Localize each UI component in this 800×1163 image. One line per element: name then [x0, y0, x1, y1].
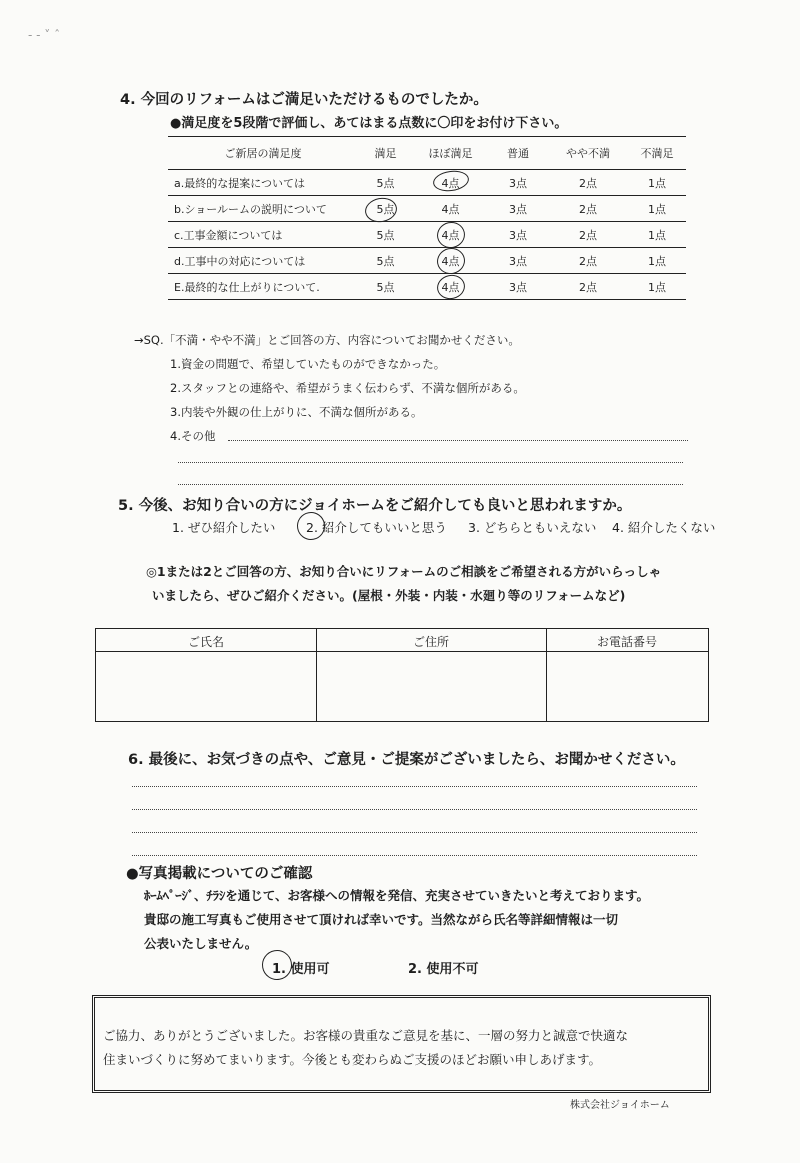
header-neutral: 普通 — [507, 147, 529, 160]
table-row — [168, 222, 686, 248]
comment-line[interactable] — [132, 832, 697, 833]
score-option[interactable]: 4点 — [441, 280, 460, 294]
score-option[interactable]: 4点 — [441, 202, 460, 216]
score-option[interactable]: 3点 — [509, 280, 527, 294]
score-option[interactable]: 5点 — [376, 254, 395, 268]
score-option[interactable]: 5点 — [376, 228, 395, 242]
q5-option-4[interactable]: 4. 紹介したくない — [612, 520, 716, 535]
score-option[interactable]: 3点 — [509, 228, 527, 242]
closing-line-2: 住まいづくりに努めてまいります。今後とも変わらぬご支援のほどお願い申しあげます。 — [103, 1052, 602, 1067]
score-option[interactable]: 3点 — [509, 176, 527, 190]
score-option[interactable]: 5点 — [376, 176, 395, 190]
table-row — [168, 248, 686, 274]
photo-title: ●写真掲載についてのご確認 — [126, 866, 313, 882]
q5-option-3[interactable]: 3. どちらともいえない — [468, 520, 597, 535]
other-answer-line[interactable] — [178, 484, 683, 485]
score-option[interactable]: 4点 — [441, 176, 460, 190]
row-label: d.工事中の対応については — [174, 254, 306, 268]
score-option[interactable]: 3点 — [509, 254, 527, 268]
header-category: ご新居の満足度 — [224, 147, 302, 160]
score-option[interactable]: 1点 — [648, 228, 666, 242]
q4-instruction: ●満足度を5段階で評価し、あてはまる点数に〇印をお付け下さい。 — [170, 116, 568, 131]
score-option[interactable]: 2点 — [579, 202, 597, 216]
comment-line[interactable] — [132, 809, 697, 810]
contact-name-field[interactable] — [98, 653, 314, 719]
table-row — [168, 196, 686, 222]
sq-option-1[interactable]: 1.資金の問題で、希望していたものができなかった。 — [170, 357, 446, 371]
row-label: a.最終的な提案については — [174, 176, 306, 190]
score-option[interactable]: 1点 — [648, 176, 666, 190]
score-option[interactable]: 1点 — [648, 280, 666, 294]
score-option[interactable]: 1点 — [648, 254, 666, 268]
photo-option-deny[interactable]: 2. 使用不可 — [408, 962, 479, 977]
header-satisfied: 満足 — [374, 147, 397, 160]
score-option[interactable]: 2点 — [579, 176, 597, 190]
other-answer-line[interactable] — [178, 462, 683, 463]
contact-phone-field[interactable] — [548, 653, 706, 719]
q5-referral-note-2: いましたら、ぜひご紹介ください。(屋根・外装・内装・水廻り等のリフォームなど) — [152, 588, 626, 603]
q5-title: 5. 今後、お知り合いの方にジョイホームをご紹介しても良いと思われますか。 — [118, 498, 632, 514]
scan-mark: ‐ ‐ ˅ ˆ — [28, 28, 61, 42]
q6-title: 6. 最後に、お気づきの点や、ご意見・ご提案がございましたら、お聞かせください。 — [128, 752, 685, 768]
photo-text-2: 貴邸の施工写真もご使用させて頂ければ幸いです。当然ながら氏名等詳細情報は一切 — [144, 912, 619, 927]
header-dissatisfied: 不満足 — [640, 147, 674, 160]
closing-box — [92, 995, 711, 1093]
table-row — [168, 274, 686, 300]
score-option[interactable]: 1点 — [648, 202, 666, 216]
contact-header-name: ご氏名 — [187, 635, 224, 649]
company-name: 株式会社ジョイホーム — [570, 1100, 670, 1111]
sq-option-3[interactable]: 3.内装や外観の仕上がりに、不満な個所がある。 — [170, 405, 423, 419]
table-header-row — [168, 137, 686, 170]
score-option[interactable]: 5点 — [376, 280, 395, 294]
q4-title: 4. 今回のリフォームはご満足いただけるものでしたか。 — [120, 92, 488, 108]
satisfaction-table — [168, 136, 686, 300]
sq-option-2[interactable]: 2.スタッフとの連絡や、希望がうまく伝わらず、不満な個所がある。 — [170, 381, 525, 395]
score-option[interactable]: 2点 — [579, 254, 597, 268]
contact-header-phone: お電話番号 — [596, 635, 657, 649]
photo-option-allow[interactable]: 1. 使用可 — [272, 962, 330, 977]
row-label: E.最終的な仕上がりについて. — [174, 280, 320, 294]
photo-text-3: 公表いたしません。 — [144, 936, 258, 951]
closing-line-1: ご協力、ありがとうございました。お客様の貴重なご意見を基に、一層の努力と誠意で快適な — [103, 1028, 629, 1043]
contact-address-field[interactable] — [318, 653, 544, 719]
other-answer-line[interactable] — [228, 440, 688, 441]
contact-header-address: ご住所 — [412, 635, 449, 649]
score-option[interactable]: 5点 — [376, 202, 395, 216]
q5-option-1[interactable]: 1. ぜひ紹介したい — [172, 520, 276, 535]
score-option[interactable]: 4点 — [441, 254, 460, 268]
sq-option-4[interactable]: 4.その他 — [170, 429, 216, 443]
photo-text-1: ﾎｰﾑﾍﾟｰｼﾞ、ﾁﾗｼを通じて、お客様への情報を発信、充実させていきたいと考えております。 — [144, 888, 650, 903]
row-label: b.ショールームの説明について — [174, 202, 327, 216]
header-mostly-satisfied: ほぼ満足 — [428, 147, 473, 160]
sq-prompt: →SQ.「不満・やや不満」とご回答の方、内容についてお聞かせください。 — [134, 333, 520, 347]
table-row — [168, 170, 686, 196]
comment-line[interactable] — [132, 855, 697, 856]
referral-contact-table — [95, 628, 709, 722]
score-option[interactable]: 2点 — [579, 280, 597, 294]
answer-circle — [260, 948, 295, 983]
comment-line[interactable] — [132, 786, 697, 787]
score-option[interactable]: 4点 — [441, 228, 460, 242]
row-label: c.工事金額については — [174, 228, 283, 242]
q5-option-2[interactable]: 2. 紹介してもいいと思う — [306, 520, 447, 535]
q5-referral-note-1: ◎1または2とご回答の方、お知り合いにリフォームのご相談をご希望される方がいらっしゃ — [146, 564, 662, 579]
header-somewhat-dissatisfied: やや不満 — [566, 147, 610, 160]
score-option[interactable]: 3点 — [509, 202, 527, 216]
score-option[interactable]: 2点 — [579, 228, 597, 242]
